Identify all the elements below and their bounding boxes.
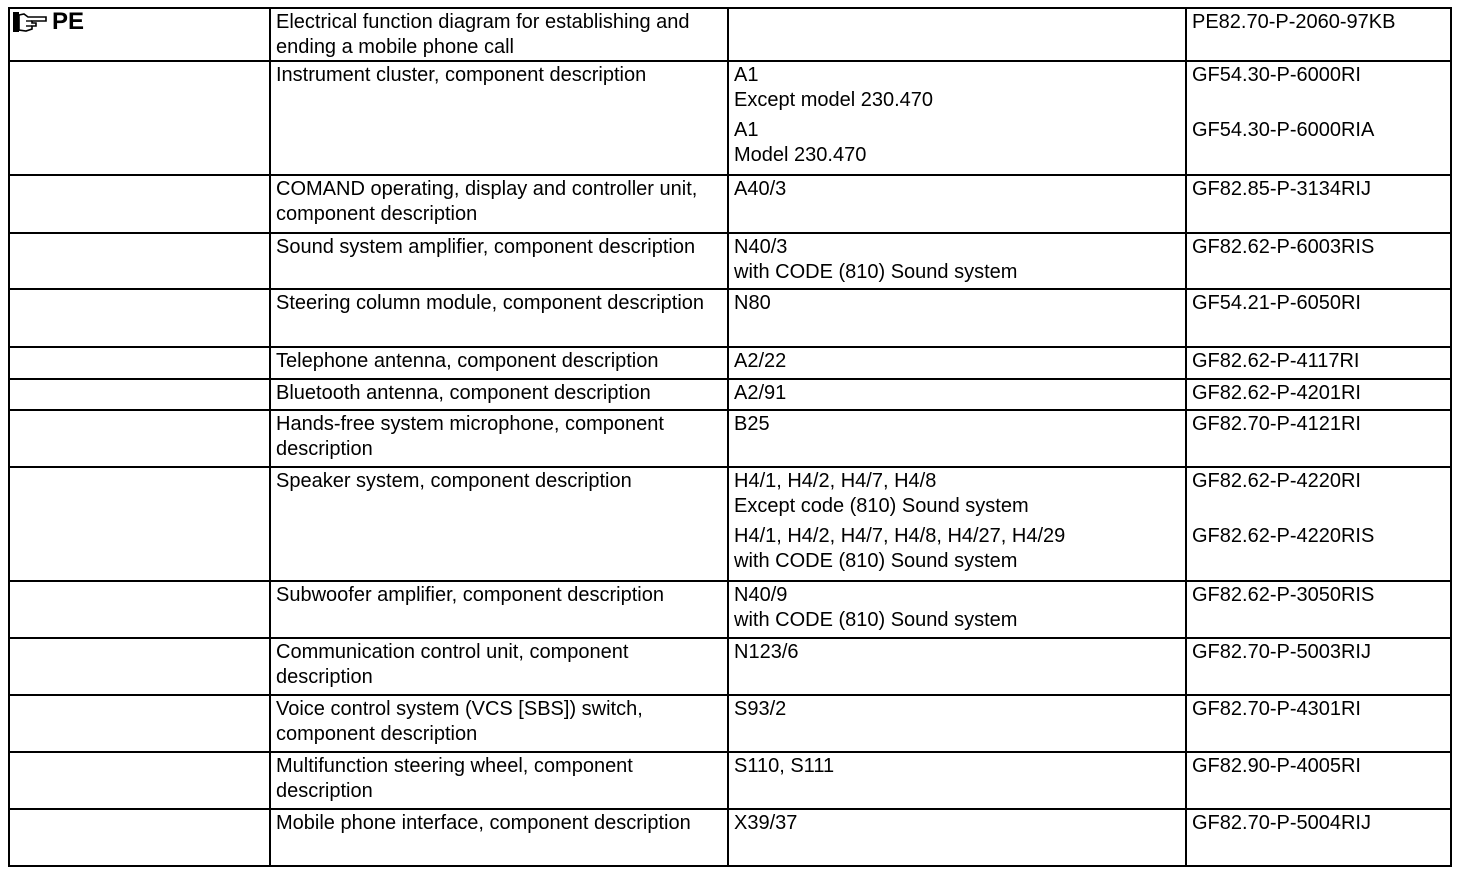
pe-marker [12, 9, 267, 35]
document-number[interactable]: GF82.62-P-4220RI [1192, 470, 1361, 492]
document-table [8, 7, 1452, 867]
component-cell [728, 61, 1186, 175]
document-number-cell [1186, 467, 1451, 581]
document-number-cell [1186, 752, 1451, 809]
component-line: with CODE (810) Sound system [734, 609, 1018, 631]
description-cell: Electrical function diagram for establishing and ending a mobile phone call [270, 8, 728, 61]
document-number[interactable]: PE82.70-P-2060-97KB [1192, 11, 1396, 33]
component-block [734, 118, 1180, 168]
document-number[interactable]: GF54.21-P-6050RI [1192, 292, 1361, 314]
pe-label: PE [52, 8, 85, 35]
component-cell [728, 8, 1186, 61]
component-line: A2/91 [734, 382, 787, 404]
document-number-cell [1186, 695, 1451, 752]
marker-cell [9, 581, 270, 638]
component-line: S110, S111 [734, 755, 835, 777]
description-cell: Subwoofer amplifier, component description [270, 581, 728, 638]
component-line: Except code (810) Sound system [734, 495, 1029, 517]
component-line: N40/3 [734, 236, 788, 258]
component-line: X39/37 [734, 812, 798, 834]
document-number-cell [1186, 581, 1451, 638]
component-line: A2/22 [734, 350, 787, 372]
component-cell [728, 581, 1186, 638]
component-block [734, 291, 1180, 316]
component-line: A1 [734, 119, 759, 141]
table-row [9, 809, 1451, 866]
component-line: N123/6 [734, 641, 799, 663]
component-cell [728, 379, 1186, 410]
component-cell [728, 233, 1186, 289]
component-block [734, 63, 1180, 113]
table-row [9, 410, 1451, 467]
table-row [9, 61, 1451, 175]
table-row [9, 379, 1451, 410]
table-row [9, 638, 1451, 695]
marker-cell [9, 61, 270, 175]
table-body [9, 8, 1451, 866]
component-line: N40/9 [734, 584, 788, 606]
component-cell [728, 410, 1186, 467]
component-block [734, 235, 1180, 285]
document-number-cell [1186, 638, 1451, 695]
marker-cell [9, 809, 270, 866]
description-cell: Steering column module, component description [270, 289, 728, 347]
table-row [9, 233, 1451, 289]
component-cell [728, 175, 1186, 233]
document-number-cell [1186, 175, 1451, 233]
marker-cell [9, 8, 270, 61]
component-line: with CODE (810) Sound system [734, 550, 1018, 572]
component-cell [728, 467, 1186, 581]
marker-cell [9, 638, 270, 695]
description-cell: Communication control unit, component description [270, 638, 728, 695]
component-line: H4/1, H4/2, H4/7, H4/8, H4/27, H4/29 [734, 525, 1066, 547]
table-row [9, 695, 1451, 752]
component-line: Except model 230.470 [734, 89, 934, 111]
component-block [734, 10, 1180, 35]
description-cell: Instrument cluster, component description [270, 61, 728, 175]
component-cell [728, 289, 1186, 347]
component-cell [728, 638, 1186, 695]
table-row [9, 289, 1451, 347]
table-row [9, 175, 1451, 233]
description-cell: Mobile phone interface, component description [270, 809, 728, 866]
marker-cell [9, 379, 270, 410]
component-cell [728, 752, 1186, 809]
component-block [734, 381, 1180, 406]
component-block [734, 177, 1180, 202]
component-line: Model 230.470 [734, 144, 867, 166]
document-number[interactable]: GF54.30-P-6000RI [1192, 64, 1361, 86]
pointing-hand-icon [12, 11, 48, 33]
document-number[interactable]: GF82.85-P-3134RIJ [1192, 178, 1371, 200]
component-cell [728, 695, 1186, 752]
description-cell: Speaker system, component description [270, 467, 728, 581]
document-number[interactable]: GF82.62-P-4201RI [1192, 382, 1361, 404]
description-cell: Sound system amplifier, component description [270, 233, 728, 289]
table-row [9, 752, 1451, 809]
document-number-cell [1186, 8, 1451, 61]
marker-cell [9, 289, 270, 347]
description-cell: Multifunction steering wheel, component description [270, 752, 728, 809]
component-line: A1 [734, 64, 759, 86]
component-cell [728, 809, 1186, 866]
document-number[interactable]: GF82.62-P-4220RIS [1192, 525, 1375, 547]
document-number-cell [1186, 289, 1451, 347]
document-number[interactable]: GF82.62-P-3050RIS [1192, 584, 1375, 606]
document-number[interactable]: GF82.70-P-4301RI [1192, 698, 1361, 720]
document-number[interactable]: GF82.90-P-4005RI [1192, 755, 1361, 777]
table-row [9, 581, 1451, 638]
marker-cell [9, 347, 270, 379]
component-block [734, 583, 1180, 633]
document-number-cell [1186, 233, 1451, 289]
component-line: B25 [734, 413, 770, 435]
document-number-cell [1186, 61, 1451, 175]
marker-cell [9, 467, 270, 581]
document-number-cell [1186, 809, 1451, 866]
document-number[interactable]: GF82.62-P-6003RIS [1192, 236, 1375, 258]
document-number-cell [1186, 410, 1451, 467]
component-block [734, 640, 1180, 665]
document-number[interactable]: GF54.30-P-6000RIA [1192, 119, 1375, 141]
description-cell: Telephone antenna, component description [270, 347, 728, 379]
table-row [9, 467, 1451, 581]
component-block [734, 412, 1180, 437]
description-cell: Bluetooth antenna, component description [270, 379, 728, 410]
table-row [9, 347, 1451, 379]
component-line: H4/1, H4/2, H4/7, H4/8 [734, 470, 937, 492]
table-row [9, 8, 1451, 61]
document-number-cell [1186, 347, 1451, 379]
marker-cell [9, 233, 270, 289]
component-cell [728, 347, 1186, 379]
component-line: N80 [734, 292, 771, 314]
document-number[interactable]: GF82.70-P-5003RIJ [1192, 641, 1371, 663]
component-line: S93/2 [734, 698, 787, 720]
marker-cell [9, 752, 270, 809]
component-block [734, 349, 1180, 374]
document-number-cell [1186, 379, 1451, 410]
description-cell: Voice control system (VCS [SBS]) switch, component description [270, 695, 728, 752]
component-block [734, 469, 1180, 519]
component-block [734, 697, 1180, 722]
document-number[interactable]: GF82.70-P-4121RI [1192, 413, 1361, 435]
component-line: with CODE (810) Sound system [734, 261, 1018, 283]
document-number[interactable]: GF82.62-P-4117RI [1192, 350, 1360, 372]
component-block [734, 524, 1180, 574]
marker-cell [9, 695, 270, 752]
component-block [734, 754, 1180, 779]
description-cell: Hands-free system microphone, component description [270, 410, 728, 467]
marker-cell [9, 175, 270, 233]
component-line: A40/3 [734, 178, 787, 200]
marker-cell [9, 410, 270, 467]
component-block [734, 811, 1180, 836]
document-number[interactable]: GF82.70-P-5004RIJ [1192, 812, 1371, 834]
description-cell: COMAND operating, display and controller unit, component description [270, 175, 728, 233]
